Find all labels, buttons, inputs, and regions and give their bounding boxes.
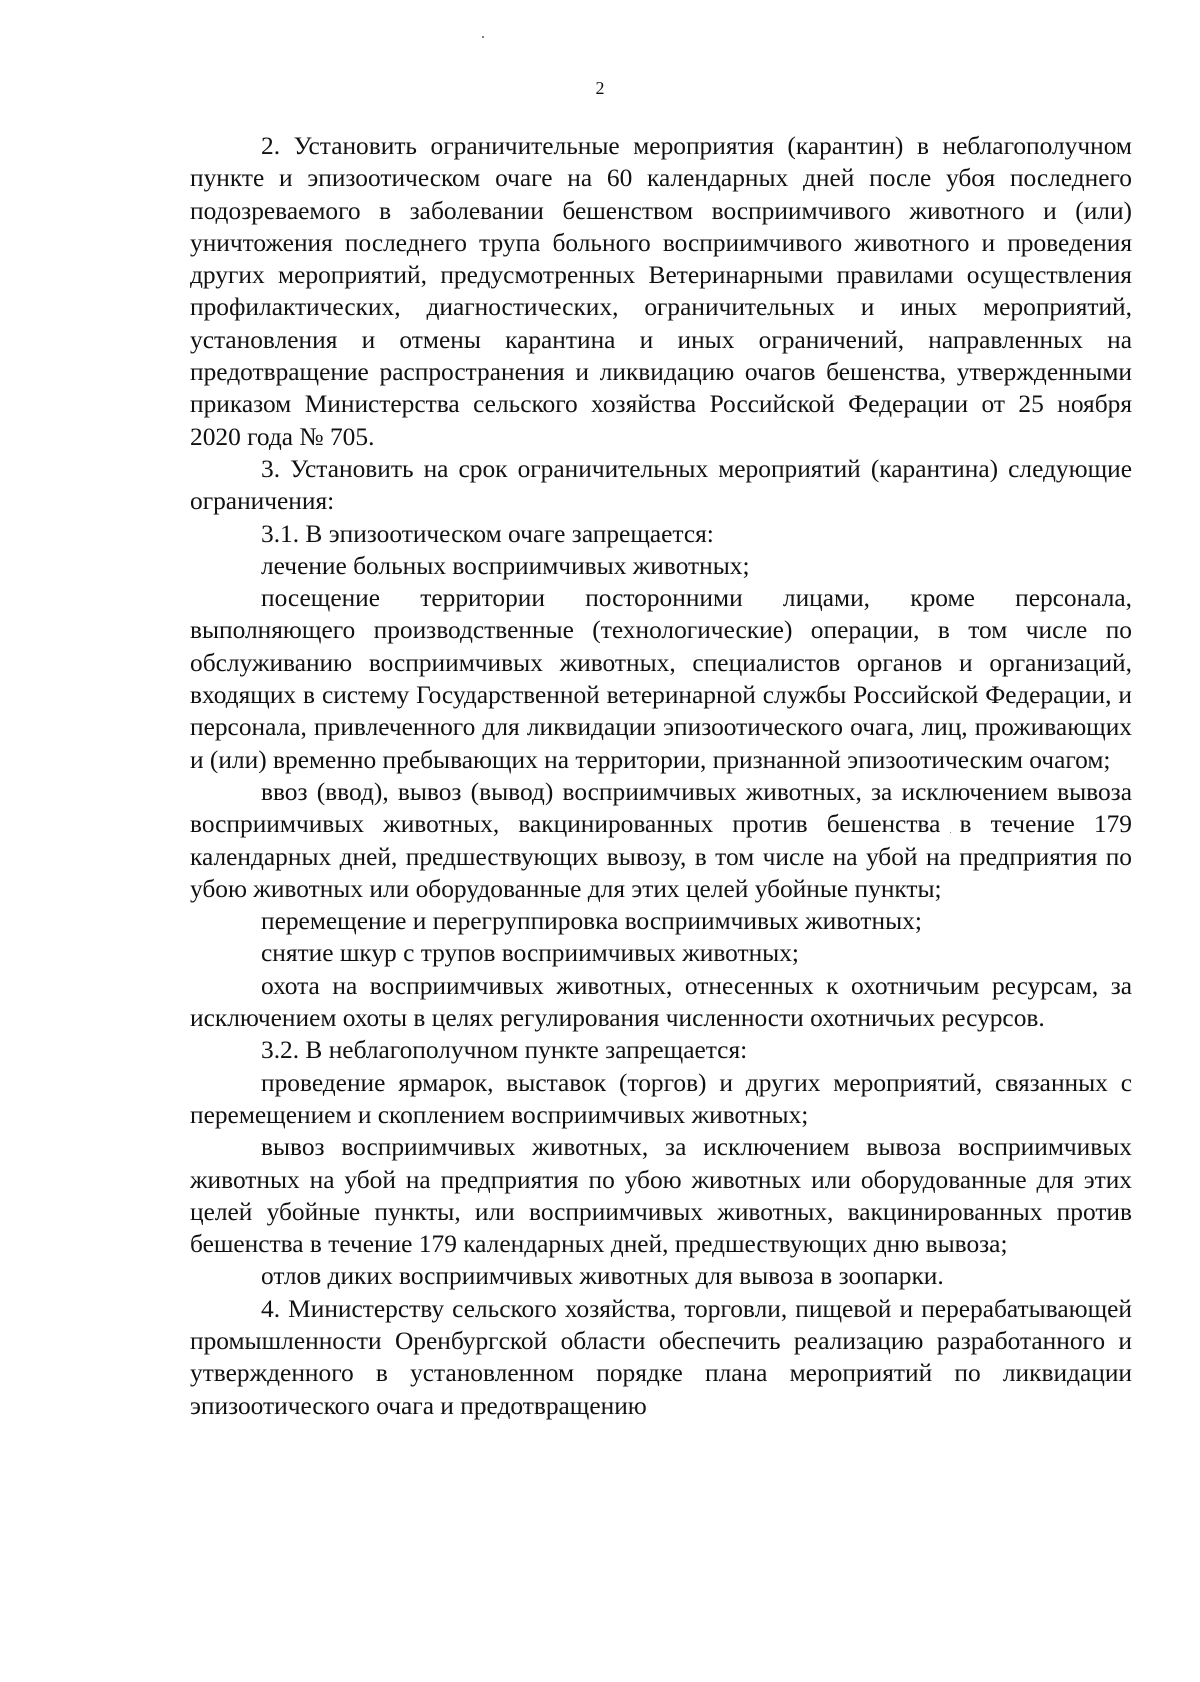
paragraph-item-3-restrictions: 3. Установить на срок ограничительных мероприятий (карантина) следующие ограничения: — [190, 454, 1132, 516]
paragraph-restriction-capture: отлов диких восприимчивых животных для вывоза в зоопарки. — [261, 1262, 944, 1291]
paragraph-restriction-skinning: снятие шкур с трупов восприимчивых животных; — [261, 939, 799, 968]
paragraph-restriction-import-export: ввоз (ввод), вывоз (вывод) восприимчивых животных, за исключением вывоза восприимчивых животных, вакцинированных против бешенства в течение 179 календарных дней, предшествующих вывозу, в том числе на убой на предприятия по убою животных или оборудованные для этих целей убойные пункты; — [190, 777, 1132, 903]
paragraph-restriction-hunting: охота на восприимчивых животных, отнесенных к охотничьим ресурсам, за исключением охоты в целях регулирования численности охотничьих ресурсов. — [190, 971, 1132, 1033]
paragraph-restriction-regrouping: перемещение и перегруппировка восприимчивых животных; — [261, 907, 922, 936]
page-number: 2 — [595, 78, 605, 98]
paragraph-restriction-fairs: проведение ярмарок, выставок (торгов) и других мероприятий, связанных с перемещением и скоплением восприимчивых животных; — [190, 1068, 1132, 1129]
paragraph-restriction-removal: вывоз восприимчивых животных, за исключением вывоза восприимчивых животных на убой на предприятия по убою животных или оборудованные для этих целей убойные пункты, или восприимчивых животных, вакцинированных против бешенства в течение 179 календарных дней, предшествующих дню вывоза; — [190, 1133, 1132, 1259]
paragraph-item-3-1-heading: 3.1. В эпизоотическом очаге запрещается: — [261, 519, 714, 548]
paragraph-item-3-2-heading: 3.2. В неблагополучном пункте запрещается: — [261, 1036, 748, 1065]
paragraph-restriction-treatment: лечение больных восприимчивых животных; — [261, 551, 750, 580]
document-body — [190, 130, 1132, 1422]
paragraph-item-4-ministry: 4. Министерству сельского хозяйства, торговли, пищевой и перерабатывающей промышленности Оренбургской области обеспечить реализацию разработанного и утвержденного в установленном порядке плана мероприятий по ликвидации эпизоотического очага и предотвращению — [190, 1294, 1132, 1420]
scan-speck — [482, 36, 484, 38]
paragraph-item-2-quarantine: 2. Установить ограничительные мероприятия (карантин) в неблагополучном пункте и эпизоотическом очаге на 60 календарных дней после убоя последнего подозреваемого в заболевании бешенством восприимчивого животного и (или) уничтожения последнего трупа больного восприимчивого животного и проведения других мероприятий, предусмотренных Ветеринарными правилами осуществления профилактических, диагностических, ограничительных и иных мероприятий, установления и отмены карантина и иных ограничений, направленных на предотвращение распространения и ликвидацию очагов бешенства, утвержденными приказом Министерства сельского хозяйства Российской Федерации от 25 ноября 2020 года № 705. — [190, 132, 1132, 451]
paragraph-restriction-visits: посещение территории посторонними лицами, кроме персонала, выполняющего производственные (технологические) операции, в том числе по обслуживанию восприимчивых животных, специалистов органов и организаций, входящих в систему Государственной ветеринарной службы Российской Федерации, и персонала, привлеченного для ликвидации эпизоотического очага, лиц, проживающих и (или) временно пребывающих на территории, признанной эпизоотическим очагом; — [190, 584, 1132, 774]
